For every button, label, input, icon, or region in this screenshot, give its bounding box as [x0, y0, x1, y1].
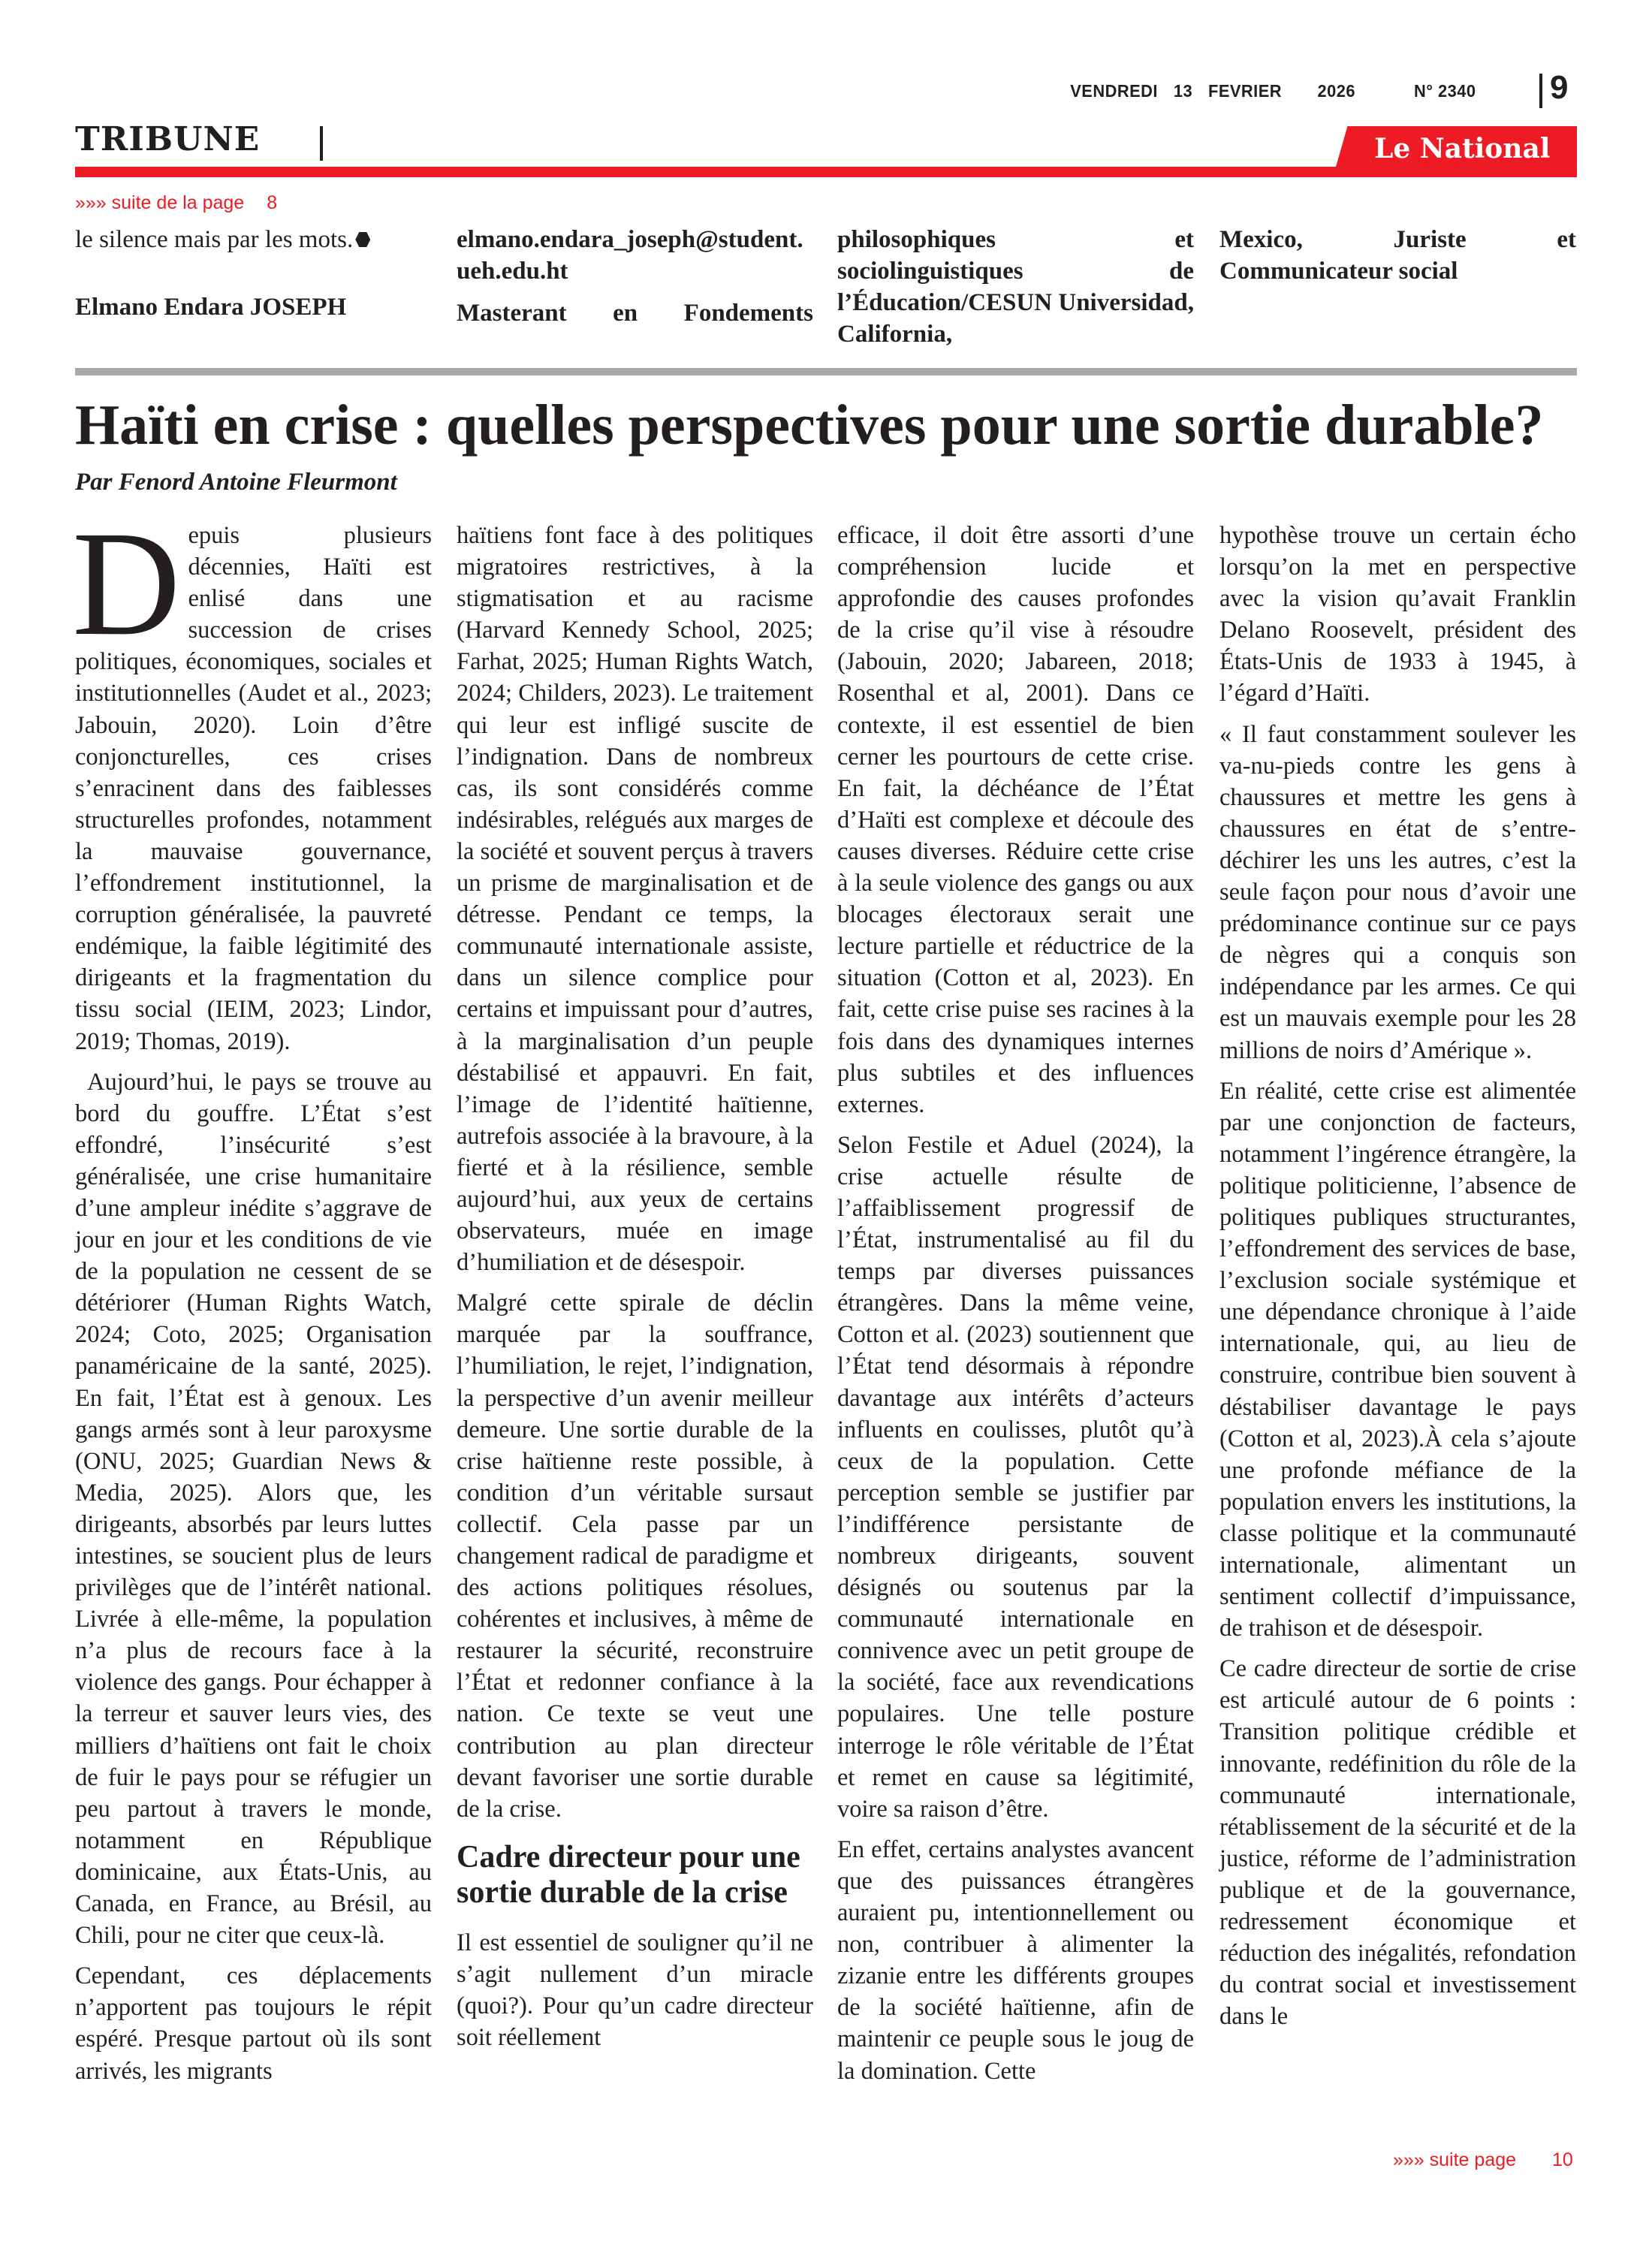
- drop-cap: D: [72, 501, 181, 667]
- subheading: Cadre directeur pour une sortie durable de la crise: [457, 1839, 800, 1910]
- continued-from-link[interactable]: [75, 192, 277, 214]
- year: 2026: [1317, 81, 1356, 101]
- continued-on-page: 10: [1552, 2149, 1573, 2170]
- section-title: TRIBUNE: [75, 120, 261, 158]
- continued-on-label: »»» suite page: [1393, 2149, 1517, 2170]
- end-mark-icon: [355, 232, 370, 247]
- paragraph-text: epuis plusieurs décennies, Haïti est enlisé dans une succession de crises politiques, économiques, sociales et institutionnelles (Audet et al., 2023; Jabouin, 2020). Loin d’être conjoncturelles, ces crises s’enracinent dans des faiblesses structurelles profondes, notamment la mauvaise gouvernance, l’effondrement institutionnel, la corruption généralisée, la pauvreté endémique, la faible légitimité des dirigeants et la fragmentation du tissu social (IEIM, 2023; Lindor, 2019; Thomas, 2019).: [75, 522, 432, 1055]
- issue-number: N° 2340: [1414, 81, 1476, 101]
- paragraph: Malgré cette spirale de déclin marquée par la souffrance, l’humiliation, le rejet, l’indignation, la perspective d’un avenir meilleur demeure. Une sortie durable de la crise haïtienne reste possible, à condition d’un véritable sursaut collectif. Cela passe par un changement radical de paradigme et des actions politiques résolues, cohérentes et inclusives, à même de restaurer la sécurité, reconstruire l’État et redonner confiance à la nation. Ce texte se veut une contribution au plan directeur devant favoriser une sortie durable de la crise.: [457, 1289, 813, 1823]
- date: 13: [1174, 81, 1193, 101]
- previous-article-col1: [75, 224, 432, 323]
- previous-article-col2: [457, 224, 813, 329]
- author-email[interactable]: elmano.endara_joseph@student.ueh.edu.ht: [457, 226, 803, 285]
- dateline: [1071, 81, 1476, 101]
- paragraph: haïtiens font face à des politiques migratoires restrictives, à la stigmatisation et au racisme (Harvard Kennedy School, 2025; Farhat, 2025; Human Rights Watch, 2024; Childers, 2023). Le traitement qui leur est infligé suscite de l’indignation. Dans de nombreux cas, ils sont considérés comme indésirables, relégués aux marges de la société et souvent perçus à travers un prisme de marginalisation et de détresse. Pendant ce temps, la communauté internationale assiste, dans un silence complice pour certains et impuissant pour d’autres, à la marginalisation d’un peuple déstabilisé et appauvri. En fait, l’image de l’identité haïtienne, autrefois associée à la bravoure, à la fierté et à la résilience, semble aujourd’hui, aux yeux de certains observateurs, muée en image d’humiliation et de désespoir.: [457, 522, 813, 1277]
- page-number-divider: [1539, 74, 1542, 108]
- page-number: 9: [1550, 69, 1569, 106]
- article-column-1: [72, 501, 432, 2096]
- paragraph: Il est essentiel de souligner qu’il ne s’agit nullement d’un miracle (quoi?). Pour qu’un cadre directeur soit réellement: [457, 1929, 813, 2052]
- day: VENDREDI: [1070, 81, 1159, 101]
- paragraph: Selon Festile et Aduel (2024), la crise actuelle résulte de l’affaiblissement progressif de l’État, instrumentalisé au fil du temps par diverses puissances étrangères. Dans la même veine, Cotton et al. (2023) soutiennent que l’État tend désormais à répondre davantage aux intérêts d’acteurs influents en coulisses, plutôt qu’à ceux de la population. Cette perception semble se justifier par l’indifférence persistante de nombreux dirigeants, souvent désignés ou soutenus par la communauté internationale en connivence avec un petit groupe de la société, face aux revendications populaires. Une telle posture interroge le rôle véritable de l’État et remet en cause sa légitimité, voire sa raison d’être.: [837, 1131, 1194, 1823]
- article-byline: Par Fenord Antoine Fleurmont: [75, 469, 397, 496]
- continued-from-label: »»» suite de la page: [75, 192, 245, 213]
- previous-article-ending: le silence mais par les mots.: [75, 226, 354, 253]
- article-column-4: [1219, 520, 1576, 2041]
- paragraph: En réalité, cette crise est alimentée par une conjonction de facteurs, notamment l’ingérence étrangère, la politique politicienne, l’absence de politiques publiques structurantes, l’effondrement des services de base, l’exclusion sociale systémique et une dépendance chronique à l’aide internationale, qui, au lieu de construire, contribue bien souvent à déstabiliser davantage le pays (Cotton et al, 2023).À cela s’ajoute une profonde méfiance de la population envers les institutions, la classe politique et la communauté internationale, alimentant un sentiment collectif d’impuissance, de trahison et de désespoir.: [1219, 1077, 1576, 1642]
- section-divider: [320, 126, 323, 161]
- brand-logo: Le National: [1374, 133, 1551, 164]
- paragraph: En effet, certains analystes avancent que des puissances étrangères auraient pu, intentionnellement ou non, contribuer à alimenter la zizanie entre les différents groupes de la société haïtienne, afin de maintenir ce peuple sous le joug de la domination. Cette: [837, 1835, 1194, 2085]
- paragraph: Aujourd’hui, le pays se trouve au bord du gouffre. L’État s’est effondré, l’insécurité s’est généralisée, une crise humanitaire d’une ampleur inédite s’aggrave de jour en jour et les conditions de vie de la population ne cessent de se détériorer (Human Rights Watch, 2024; Coto, 2025; Organisation panaméricaine de la santé, 2025). En fait, l’État est à genoux. Les gangs armés sont à leur paroxysme (ONU, 2025; Guardian News & Media, 2025). Alors que, les dirigeants, absorbés par leurs luttes intestines, se soucient plus de leurs privilèges que de l’intérêt national. Livrée à elle-même, la population n’a plus de recours face à la violence des gangs. Pour échapper à la terreur et sauver leurs vies, des milliers d’haïtiens ont fait le choix de fuir le pays pour se réfugier un peu partout à travers le monde, notamment en République dominicaine, aux États-Unis, au Canada, en France, au Brésil, au Chili, pour ne citer que ceux-là.: [75, 1068, 432, 1950]
- continued-from-page: 8: [267, 192, 278, 213]
- paragraph: Cependant, ces déplacements n’apportent pas toujours le répit espéré. Presque partout où ils sont arrivés, les migrants: [75, 1962, 432, 2085]
- article-column-3: [837, 520, 1194, 2096]
- quote-paragraph: « Il faut constamment soulever les va-nu-pieds contre les gens à chaussures et mettre les gens à chaussures en état de s’entre-déchirer les uns les autres, c’est la seule façon pour nous d’avoir une prédominance continue sur ce pays de nègres qui a conquis son indépendance par les armes. Ce qui est un mauvais exemple pour les 28 millions de noirs d’Amérique ».: [1219, 720, 1576, 1064]
- paragraph: Ce cadre directeur de sortie de crise est articulé autour de 6 points : Transition politique crédible et innovante, redéfinition du rôle de la communauté internationale, rétablissement de la sécurité et de la justice, réforme de l’administration publique et de la gouvernance, redressement économique et réduction des inégalités, refondation du contrat social et investissement dans le: [1219, 1655, 1576, 2031]
- author-bio-part1: Masterant en Fondements: [457, 300, 813, 327]
- month: FEVRIER: [1208, 81, 1283, 101]
- previous-article-author: Elmano Endara JOSEPH: [75, 294, 347, 321]
- article-title: Haïti en crise : quelles perspectives pour une sortie durable?: [75, 394, 1544, 457]
- article-column-2: [457, 520, 813, 2062]
- paragraph: efficace, il doit être assorti d’une compréhension lucide et approfondie des causes profondes de la crise qu’il vise à résoudre (Jabouin, 2020; Jabareen, 2018; Rosenthal et al, 2001). Dans ce contexte, il est essentiel de bien cerner les pourtours de cette crise. En fait, la déchéance de l’État d’Haïti est complexe et découle des causes diverses. Réduire cette crise à la seule violence des gangs ou aux blocages électoraux serait une lecture partielle et réductrice de la situation (Cotton et al, 2023). En fait, cette crise puise ses racines à la fois dans des dynamiques internes plus subtiles et des influences externes.: [837, 522, 1194, 1118]
- article-divider: [75, 368, 1577, 376]
- paragraph: hypothèse trouve un certain écho lorsqu’on la met en perspective avec la vision qu’avait Franklin Delano Roosevelt, président des États-Unis de 1933 à 1945, à l’égard d’Haïti.: [1219, 522, 1576, 707]
- author-bio-part2: philosophiques et sociolinguistiques de l’Éducation/CESUN Universidad, California,: [837, 226, 1194, 348]
- continued-on-link[interactable]: [1393, 2149, 1573, 2171]
- paragraph: [72, 501, 432, 1057]
- author-bio-part3: Mexico, Juriste et Communicateur social: [1219, 226, 1576, 285]
